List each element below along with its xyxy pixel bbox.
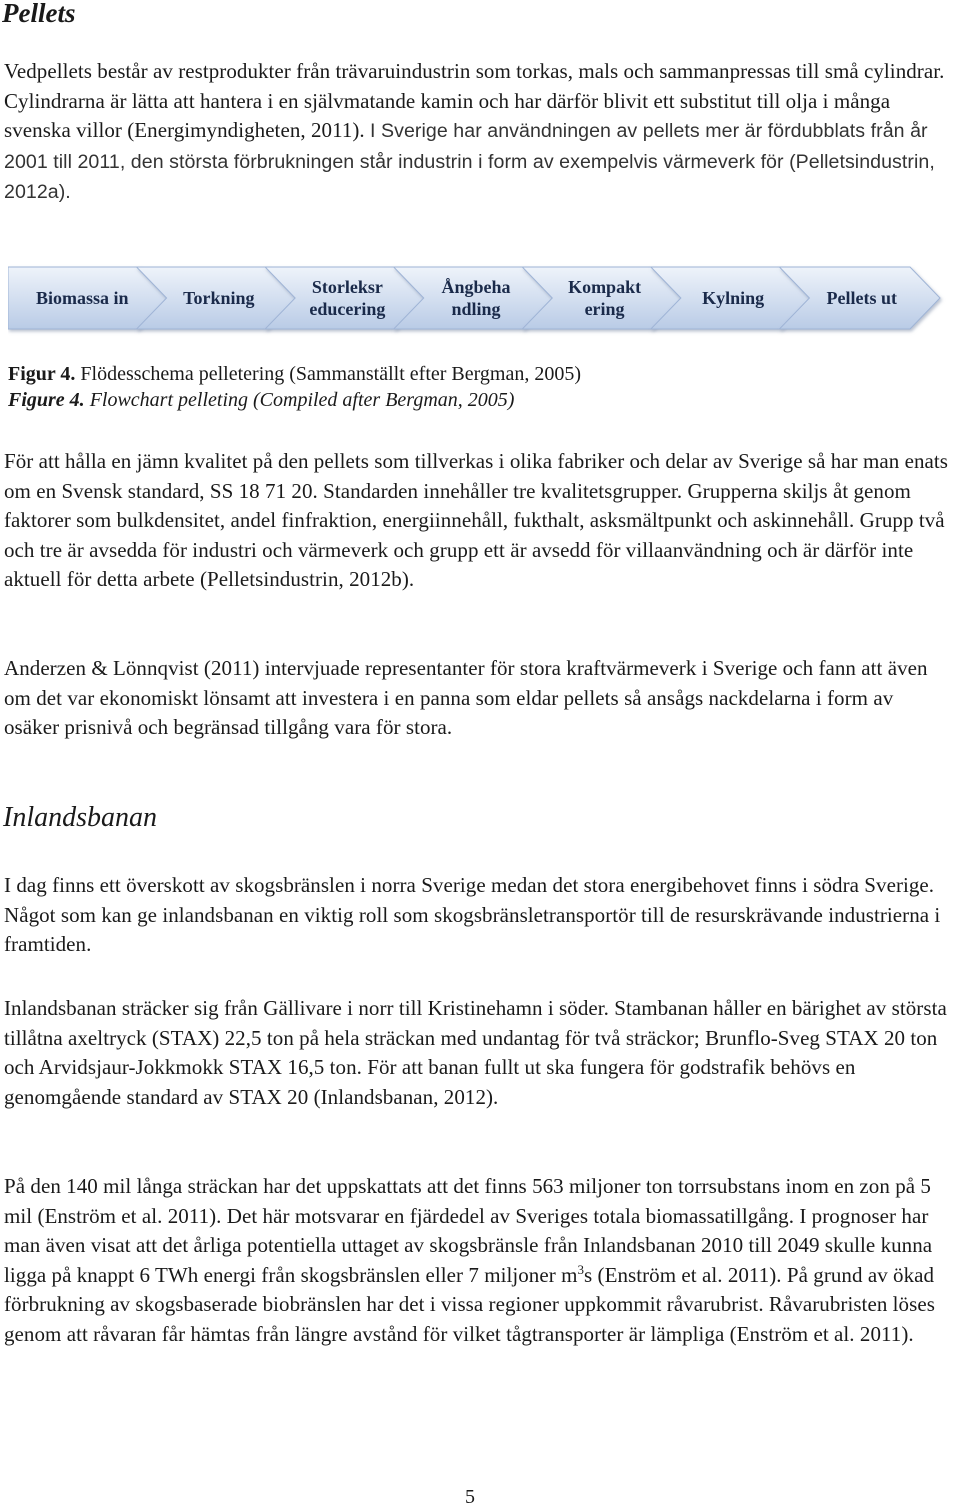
- caption-label: Figur 4.: [8, 363, 76, 385]
- intro-text-sans: I Sverige har användningen av pellets mer är fördubblats från år 2001 till 2011, den största förbrukningen står industrin i form av exempelvis värmeverk för (Pelletsindustrin, 2012a).: [4, 120, 935, 203]
- flow-step-label: Kompakt ering: [568, 277, 642, 319]
- page-number: 5: [465, 1486, 475, 1508]
- pelleting-flowchart: [8, 264, 948, 336]
- flow-step-label: Torkning: [183, 288, 255, 308]
- inlandsbanan-paragraph-2: Inlandsbanan sträcker sig från Gällivare i norr till Kristinehamn i söder. Stambanan håller en bärighet av största tillåtna axeltryck (STAX) 22,5 ton på hela sträckan med undantag för två sträckor; Brunflo-Sveg STAX 20 ton och Arvidsjaur-Jokkmokk STAX 16,5 ton. För att banan fullt ut ska fungera för godstrafik behövs en genomgående standard av STAX 20 (Inlandsbanan, 2012).: [4, 996, 947, 1109]
- section-heading-inlandsbanan: Inlandsbanan: [3, 802, 157, 833]
- flow-step-label: Storleksr educering: [309, 277, 386, 319]
- figure-caption-english: [8, 388, 514, 413]
- caption-label: Figure 4.: [8, 389, 85, 411]
- caption-text: Flowchart pelleting (Compiled after Bergman, 2005): [84, 389, 515, 411]
- inlandsbanan-paragraph-1: I dag finns ett överskott av skogsbränslen i norra Sverige medan det stora energibehovet finns i södra Sverige. Något som kan ge inlandsbanan en viktig roll som skogsbränsletransportör till de resurskrävande industrierna i framtiden.: [4, 873, 941, 956]
- inlandsbanan-paragraph-3: [4, 1172, 949, 1349]
- pellets-intro-paragraph: [4, 57, 949, 208]
- flow-step-label: Ångbeha ndling: [441, 277, 511, 319]
- flow-step-label: Pellets ut: [826, 288, 897, 308]
- section-heading-pellets: Pellets: [2, 0, 76, 28]
- flowchart-steps: [8, 267, 940, 329]
- pellets-interview-paragraph: Anderzen & Lönnqvist (2011) intervjuade representanter för stora kraftvärmeverk i Sverige och fann att även om det var ekonomiskt lönsamt att investera i en panna som eldar pellets så ansågs nackdelarna i form av osäker prisnivå och begränsad tillgång vara för stora.: [4, 656, 928, 739]
- pellets-standard-paragraph: För att hålla en jämn kvalitet på den pellets som tillverkas i olika fabriker och delar av Sverige så har man enats om en Svensk standard, SS 18 71 20. Standarden innehåller tre kvalitetsgrupper. Grupperna skiljs åt genom faktorer som bulkdensitet, andel finfraktion, energiinnehåll, fukthalt, asksmältpunkt och askinnehåll. Grupp två och tre är avsedda för industri och värmeverk och grupp ett är avsedd för villaanvändning och är därför inte aktuell för detta arbete (Pelletsindustrin, 2012b).: [4, 449, 949, 591]
- flow-step-label: Kylning: [702, 288, 765, 308]
- figure-caption-swedish: [8, 362, 581, 387]
- intro-text-serif: Vedpellets består av restprodukter från trävaruindustrin som torkas, mals och sammanpressas till små cylindrar. Cylindrarna är lätta att hantera i en självmatande kamin och har därför blivit ett substitut till olja i många svenska villor (Energimyndigheten, 2011).: [4, 59, 945, 142]
- superscript-3: 3: [577, 1261, 585, 1277]
- flow-step-label: Biomassa in: [36, 288, 129, 308]
- caption-text: Flödesschema pelletering (Sammanställt efter Bergman, 2005): [75, 363, 582, 385]
- para3-text-after: s (Enström et al. 2011). På grund av ökad förbrukning av skogsbaserade biobränslen har det i vissa regioner uppkommit råvarubrist. Råvarubristen löses genom att råvaran får hämtas från längre avstånd för vilket tågtransporter är lämpliga (Enström et al. 2011).: [4, 1262, 935, 1346]
- para3-text-before: På den 140 mil långa sträckan har det uppskattats att det finns 563 miljoner ton torrsubstans inom en zon på 5 mil (Enström et al. 2011). Det här motsvarar en fjärdedel av Sveriges totala biomassatillgång. I prognoser har man även visat att det årliga potentiella uttaget av skogsbränsle från Inlandsbanan 2010 till 2049 skulle kunna ligga på knappt 6 TWh energi från skogsbränslen eller 7 miljoner m: [4, 1174, 933, 1287]
